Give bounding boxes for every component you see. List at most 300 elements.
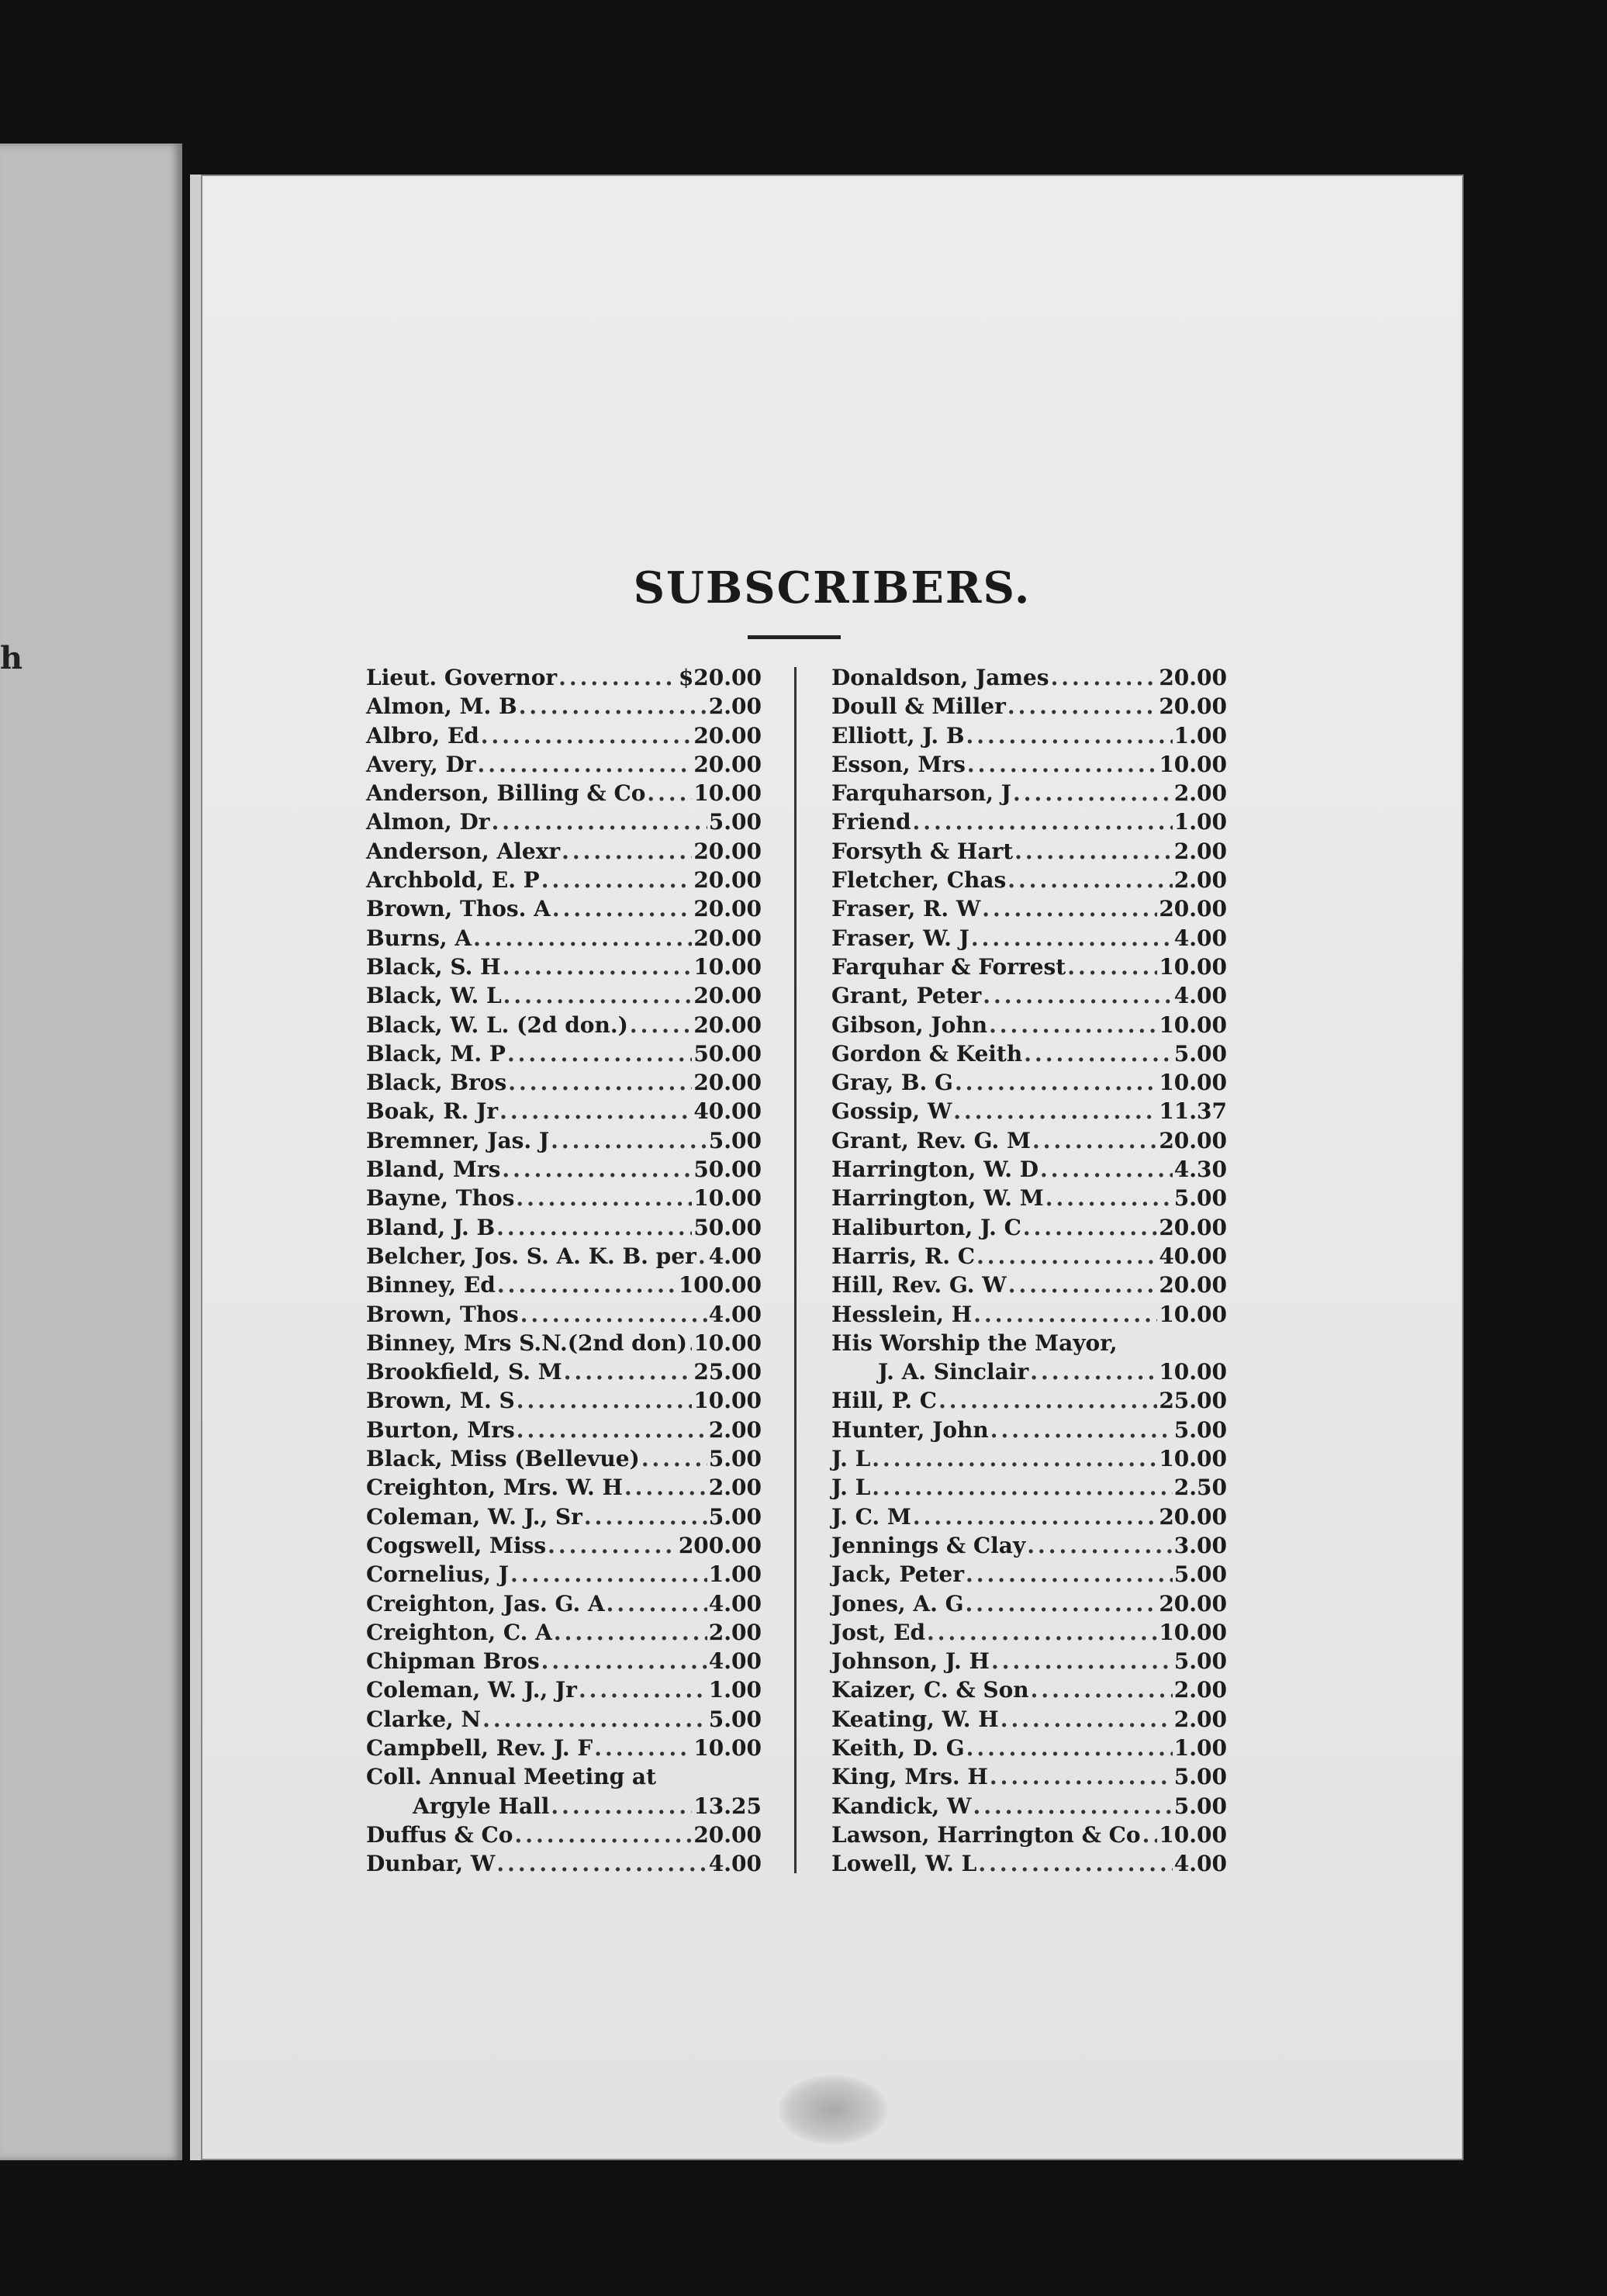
document-page: [190, 175, 1464, 2160]
subscriber-row: [831, 1155, 1227, 1184]
dot-leader: [584, 1502, 707, 1531]
dot-leader: [503, 953, 693, 981]
subscriber-row: [366, 1097, 762, 1126]
subscription-amount: 4.30: [1173, 1157, 1227, 1183]
subscriber-name: Harrington, W. M: [831, 1185, 1044, 1212]
subscriber-row: [366, 1560, 762, 1589]
subscription-amount: 10.00: [1159, 1011, 1227, 1038]
dot-leader: [499, 1097, 692, 1126]
subscription-amount: 2.00: [708, 693, 762, 720]
subscription-amount: 2.00: [1173, 780, 1227, 807]
subscriber-name: Coleman, W. J., Sr: [366, 1503, 582, 1530]
dot-leader: [1008, 1271, 1158, 1299]
subscriber-row: [831, 1271, 1227, 1299]
subscription-amount: 4.00: [1173, 1851, 1227, 1877]
subscription-amount: 5.00: [1173, 1648, 1227, 1675]
subscriber-name: Hill, Rev. G. W: [831, 1272, 1007, 1298]
subscription-amount: 4.00: [708, 1648, 762, 1675]
dot-leader: [1142, 1821, 1158, 1849]
dot-leader: [953, 1097, 1157, 1126]
dot-leader: [508, 1068, 692, 1097]
subscriber-name: Almon, M. B: [366, 693, 517, 720]
column-divider: [794, 667, 797, 1873]
subscriber-row: [366, 1126, 762, 1155]
subscriber-name: Bland, Mrs: [366, 1157, 501, 1183]
subscription-amount: 3.00: [1173, 1532, 1227, 1558]
subscription-amount: 1.00: [708, 1677, 762, 1703]
subscription-amount: 5.00: [1173, 1416, 1227, 1443]
subscription-amount: 10.00: [693, 1388, 762, 1414]
subscriber-name: Esson, Mrs: [831, 751, 966, 777]
subscriber-row: [831, 807, 1227, 836]
subscriber-row: [831, 866, 1227, 894]
adjacent-page-text: h: [0, 640, 23, 676]
subscriber-name: King, Mrs. H: [831, 1764, 988, 1790]
subscription-amount: 40.00: [693, 1098, 762, 1125]
subscriber-row: [366, 1821, 762, 1849]
dot-leader: [497, 1271, 677, 1299]
subscription-amount: 10.00: [1159, 953, 1227, 980]
subscriber-row: [366, 1386, 762, 1415]
subscription-amount: 11.37: [1159, 1098, 1227, 1125]
subscriber-row: [366, 807, 762, 836]
dot-leader: [1027, 1531, 1173, 1560]
subscription-amount: 20.00: [693, 751, 762, 777]
subscription-amount: 1.00: [1173, 809, 1227, 835]
subscriber-row: [831, 1792, 1227, 1821]
subscription-amount: 1.00: [1173, 722, 1227, 749]
dot-leader: [698, 1242, 707, 1271]
subscriber-row: [366, 1271, 762, 1299]
subscription-amount: 20.00: [693, 1821, 762, 1848]
dot-leader: [482, 1705, 707, 1734]
subscriber-name: Hunter, John: [831, 1416, 989, 1443]
dot-leader: [548, 1531, 677, 1560]
subscription-amount: 20.00: [693, 1011, 762, 1038]
dot-leader: [973, 1300, 1157, 1329]
subscriber-row: [831, 1126, 1227, 1155]
subscriber-name: Farquhar & Forrest: [831, 953, 1066, 980]
ink-smudge: [779, 2075, 887, 2145]
subscriber-name: Friend: [831, 809, 911, 835]
subscriber-name: Fletcher, Chas: [831, 867, 1007, 894]
dot-leader: [1051, 663, 1158, 692]
subscriber-row: [366, 866, 762, 894]
dot-leader: [990, 1762, 1173, 1791]
dot-leader: [913, 1502, 1157, 1531]
subscriber-row: [831, 692, 1227, 721]
subscription-amount: 4.00: [1173, 925, 1227, 951]
subscriber-row: [831, 1589, 1227, 1618]
subscriber-row: [366, 1213, 762, 1242]
dot-leader: [496, 1213, 692, 1242]
adjacent-page-edge: [0, 144, 182, 2160]
subscriber-row: [831, 1357, 1227, 1386]
dot-leader: [496, 1849, 707, 1878]
subscriber-row: [831, 1068, 1227, 1097]
subscriber-row: [366, 1675, 762, 1704]
subscriber-row: [831, 1300, 1227, 1329]
subscriber-row: [831, 1762, 1227, 1791]
subscriber-name: Black, S. H: [366, 953, 501, 980]
subscriber-row: [366, 1444, 762, 1473]
dot-leader: [927, 1618, 1157, 1647]
subscriber-name: Kandick, W: [831, 1793, 972, 1819]
subscriber-row: [831, 1213, 1227, 1242]
dot-leader: [507, 1039, 692, 1068]
subscription-amount: 20.00: [1159, 1127, 1227, 1153]
dot-leader: [503, 981, 693, 1010]
subscription-amount: 20.00: [693, 867, 762, 894]
dot-leader: [558, 663, 677, 692]
dot-leader: [1040, 1155, 1173, 1184]
subscription-amount: 4.00: [1173, 983, 1227, 1009]
dot-leader: [1030, 1357, 1157, 1386]
subscriber-row: [366, 721, 762, 750]
subscriber-name: Gray, B. G: [831, 1070, 953, 1096]
subscriber-row: [366, 1734, 762, 1762]
subscription-amount: 5.00: [708, 1446, 762, 1472]
subscriber-name: Forsyth & Hart: [831, 838, 1014, 864]
dot-leader: [519, 692, 707, 721]
subscriber-name: Boak, R. Jr: [366, 1098, 499, 1125]
subscription-amount: 10.00: [693, 1330, 762, 1356]
subscription-amount: 20.00: [1159, 1503, 1227, 1530]
subscriber-row: [366, 1068, 762, 1097]
subscriber-name: Jost, Ed: [831, 1619, 926, 1645]
subscription-amount: 20.00: [693, 983, 762, 1009]
subscriber-name: J. L: [831, 1475, 871, 1501]
subscriber-name: Gossip, W: [831, 1098, 952, 1125]
subscription-amount: 5.00: [1173, 1764, 1227, 1790]
subscriber-name: Bremner, Jas. J: [366, 1127, 550, 1153]
subscriber-name: Grant, Rev. G. M: [831, 1127, 1032, 1153]
subscription-amount: 2.50: [1173, 1475, 1227, 1501]
subscriber-name: Argyle Hall: [413, 1793, 550, 1819]
subscriber-row: [366, 1589, 762, 1618]
subscriber-row: [831, 1386, 1227, 1415]
subscription-amount: $20.00: [678, 665, 762, 690]
subscriber-row: [366, 1618, 762, 1647]
dot-leader: [551, 1792, 692, 1821]
subscriber-row: [831, 1821, 1227, 1849]
subscriber-row: [831, 1675, 1227, 1704]
dot-leader: [647, 779, 692, 807]
subscription-amount: 10.00: [693, 1734, 762, 1761]
dot-leader: [517, 1386, 693, 1415]
subscriber-row: [366, 1242, 762, 1271]
page-title: SUBSCRIBERS.: [633, 562, 1032, 614]
subscriber-row: [366, 1705, 762, 1734]
subscription-amount: 200.00: [678, 1532, 762, 1558]
dot-leader: [1024, 1039, 1173, 1068]
dot-leader: [630, 1011, 692, 1039]
subscriber-name: Brown, Thos. A: [366, 896, 551, 922]
subscriber-name: Jones, A. G: [831, 1590, 964, 1617]
subscriber-row: [366, 1762, 762, 1791]
subscriber-name: His Worship the Mayor,: [831, 1330, 1118, 1356]
subscriber-row: [366, 1357, 762, 1386]
dot-leader: [1014, 837, 1173, 866]
subscriber-name: Black, W. L: [366, 983, 502, 1009]
dot-leader: [1007, 866, 1173, 894]
subscriber-name: Clarke, N: [366, 1706, 482, 1732]
subscriber-name: Albro, Ed: [366, 722, 479, 749]
subscriber-row: [366, 894, 762, 923]
dot-leader: [551, 1126, 707, 1155]
subscriber-row: [831, 1849, 1227, 1878]
subscriber-name: Belcher, Jos. S. A. K. B. per: [366, 1243, 696, 1269]
subscriber-row: [366, 1531, 762, 1560]
dot-leader: [502, 1155, 692, 1184]
subscription-amount: 20.00: [693, 925, 762, 951]
subscription-amount: 20.00: [693, 838, 762, 864]
subscription-amount: 5.00: [708, 1503, 762, 1530]
subscriber-name: Brown, Thos: [366, 1301, 519, 1327]
subscription-amount: 5.00: [1173, 1185, 1227, 1212]
subscriber-row: [366, 1849, 762, 1878]
dot-leader: [510, 1560, 707, 1589]
subscriber-name: Harrington, W. D: [831, 1157, 1039, 1183]
subscriber-name: Keating, W. H: [831, 1706, 999, 1732]
subscription-amount: 1.00: [1173, 1734, 1227, 1761]
subscriber-row: [831, 1618, 1227, 1647]
subscriber-name: Coleman, W. J., Jr: [366, 1677, 577, 1703]
subscription-amount: 20.00: [1159, 1272, 1227, 1298]
dot-leader: [514, 1821, 692, 1849]
dot-leader: [938, 1386, 1157, 1415]
dot-leader: [1032, 1126, 1157, 1155]
subscriber-name: Haliburton, J. C: [831, 1214, 1021, 1240]
subscriber-row: [831, 1416, 1227, 1444]
dot-leader: [517, 1416, 707, 1444]
dot-leader: [541, 866, 693, 894]
subscriber-row: [366, 750, 762, 779]
dot-leader: [579, 1675, 707, 1704]
subscriber-row: [366, 1329, 762, 1357]
subscription-amount: 10.00: [1159, 1359, 1227, 1385]
subscriber-row: [831, 1647, 1227, 1675]
subscription-amount: 13.25: [693, 1793, 762, 1819]
subscriber-name: Anderson, Alexr: [366, 838, 561, 864]
dot-leader: [473, 924, 692, 953]
subscriber-row: [831, 953, 1227, 981]
subscription-amount: 20.00: [1159, 665, 1227, 690]
subscription-amount: 10.00: [1159, 1301, 1227, 1327]
subscriber-row: [831, 1242, 1227, 1271]
subscriber-name: Jack, Peter: [831, 1561, 964, 1588]
dot-leader: [872, 1473, 1173, 1502]
dot-leader: [1007, 692, 1157, 721]
subscriber-row: [831, 1329, 1227, 1357]
dot-leader: [520, 1300, 707, 1329]
subscriber-name: Keith, D. G: [831, 1734, 965, 1761]
subscriber-row: [366, 1155, 762, 1184]
subscriber-row: [831, 1444, 1227, 1473]
subscriber-row: [831, 1184, 1227, 1212]
subscription-amount: 5.00: [1173, 1040, 1227, 1067]
subscriber-name: Cornelius, J: [366, 1561, 510, 1588]
subscription-amount: 40.00: [1159, 1243, 1227, 1269]
subscription-amount: 2.00: [708, 1416, 762, 1443]
subscriber-row: [366, 953, 762, 981]
subscriber-row: [831, 894, 1227, 923]
subscriber-row: [831, 1560, 1227, 1589]
subscription-amount: 5.00: [708, 1127, 762, 1153]
subscriber-row: [366, 692, 762, 721]
subscription-amount: 20.00: [693, 1070, 762, 1096]
subscriber-name: Bland, J. B: [366, 1214, 496, 1240]
subscriber-name: Hesslein, H: [831, 1301, 973, 1327]
subscriber-name: Lawson, Harrington & Co: [831, 1821, 1141, 1848]
subscriber-row: [831, 1502, 1227, 1531]
subscriber-row: [831, 1039, 1227, 1068]
subscriber-name: Johnson, J. H: [831, 1648, 990, 1675]
subscription-amount: 10.00: [1159, 1070, 1227, 1096]
subscriber-name: Lieut. Governor: [366, 665, 558, 690]
subscriber-row: [831, 750, 1227, 779]
dot-leader: [973, 1792, 1172, 1821]
subscriber-row: [366, 1473, 762, 1502]
dot-leader: [541, 1647, 707, 1675]
subscriber-row: [366, 981, 762, 1010]
subscription-amount: 2.00: [1173, 1706, 1227, 1732]
subscriber-name: Black, W. L. (2d don.): [366, 1011, 628, 1038]
subscriber-row: [831, 981, 1227, 1010]
subscriber-name: Farquharson, J: [831, 780, 1011, 807]
subscriber-name: Brookfield, S. M: [366, 1359, 562, 1385]
subscriber-row: [366, 1011, 762, 1039]
dot-leader: [966, 1734, 1173, 1762]
subscriber-name: Binney, Ed: [366, 1272, 496, 1298]
subscriber-row: [366, 1792, 762, 1821]
dot-leader: [1031, 1675, 1173, 1704]
subscriber-row: [831, 721, 1227, 750]
subscriber-row: [831, 1705, 1227, 1734]
subscriber-name: Chipman Bros: [366, 1648, 540, 1675]
subscriber-name: Avery, Dr: [366, 751, 476, 777]
dot-leader: [689, 1329, 692, 1357]
subscriber-name: Fraser, W. J: [831, 925, 969, 951]
subscriber-row: [831, 924, 1227, 953]
dot-leader: [1067, 953, 1157, 981]
subscriber-name: Burns, A: [366, 925, 472, 951]
subscriber-name: Kaizer, C. & Son: [831, 1677, 1029, 1703]
subscription-amount: 10.00: [1159, 1619, 1227, 1645]
dot-leader: [976, 1242, 1157, 1271]
subscriber-name: Black, M. P: [366, 1040, 506, 1067]
subscriber-row: [366, 663, 762, 692]
subscriber-name: Donaldson, James: [831, 665, 1049, 690]
dot-leader: [1045, 1184, 1173, 1212]
subscriber-name: Hill, P. C: [831, 1388, 938, 1414]
subscriber-name: Elliott, J. B: [831, 722, 965, 749]
dot-leader: [562, 837, 692, 866]
subscriber-name: Gibson, John: [831, 1011, 988, 1038]
subscription-amount: 2.00: [708, 1619, 762, 1645]
subscription-amount: 20.00: [1159, 693, 1227, 720]
subscriber-row: [366, 1416, 762, 1444]
subscriber-row: [831, 1473, 1227, 1502]
dot-leader: [983, 981, 1173, 1010]
subscription-amount: 20.00: [693, 722, 762, 749]
title-underline: [748, 635, 841, 639]
subscription-amount: 50.00: [693, 1214, 762, 1240]
subscriber-row: [831, 1097, 1227, 1126]
subscription-amount: 10.00: [1159, 751, 1227, 777]
subscriber-name: Fraser, R. W: [831, 896, 981, 922]
dot-leader: [1023, 1213, 1157, 1242]
subscriber-name: Coll. Annual Meeting at: [366, 1764, 657, 1790]
dot-leader: [989, 1011, 1157, 1039]
subscriber-name: Archbold, E. P: [366, 867, 540, 894]
subscription-amount: 25.00: [693, 1359, 762, 1385]
dot-leader: [990, 1416, 1173, 1444]
subscription-amount: 4.00: [708, 1590, 762, 1617]
subscription-amount: 4.00: [708, 1851, 762, 1877]
subscriber-name: J. A. Sinclair: [878, 1359, 1029, 1385]
dot-leader: [478, 750, 693, 779]
subscribers-right-column: [831, 663, 1227, 1878]
dot-leader: [624, 1473, 707, 1502]
subscriber-name: Creighton, Jas. G. A: [366, 1590, 605, 1617]
subscriber-name: Creighton, Mrs. W. H: [366, 1475, 623, 1501]
subscriber-name: Black, Bros: [366, 1070, 507, 1096]
subscriber-row: [366, 779, 762, 807]
dot-leader: [594, 1734, 692, 1762]
subscription-amount: 10.00: [693, 953, 762, 980]
subscriber-name: Gordon & Keith: [831, 1040, 1023, 1067]
subscriber-row: [366, 1184, 762, 1212]
dot-leader: [991, 1647, 1173, 1675]
subscription-amount: 2.00: [708, 1475, 762, 1501]
subscription-amount: 25.00: [1159, 1388, 1227, 1414]
subscription-amount: 5.00: [708, 1706, 762, 1732]
dot-leader: [607, 1589, 707, 1618]
subscription-amount: 50.00: [693, 1040, 762, 1067]
subscription-amount: 2.00: [1173, 1677, 1227, 1703]
subscription-amount: 1.00: [708, 1561, 762, 1588]
subscriber-name: Cogswell, Miss: [366, 1532, 547, 1558]
dot-leader: [967, 750, 1157, 779]
subscriber-name: Binney, Mrs S.N.(2nd don): [366, 1330, 687, 1356]
subscriber-name: Campbell, Rev. J. F: [366, 1734, 593, 1761]
subscriber-name: Anderson, Billing & Co: [366, 780, 646, 807]
subscription-amount: 10.00: [1159, 1446, 1227, 1472]
dot-leader: [1000, 1705, 1173, 1734]
dot-leader: [872, 1444, 1157, 1473]
subscriber-name: Burton, Mrs: [366, 1416, 515, 1443]
subscriber-row: [366, 1039, 762, 1068]
dot-leader: [552, 894, 692, 923]
subscriber-row: [366, 1502, 762, 1531]
dot-leader: [564, 1357, 693, 1386]
subscription-amount: 20.00: [1159, 896, 1227, 922]
subscriber-name: Brown, M. S: [366, 1388, 515, 1414]
subscribers-left-column: [366, 663, 762, 1878]
dot-leader: [966, 1589, 1158, 1618]
subscriber-row: [366, 1300, 762, 1329]
dot-leader: [955, 1068, 1157, 1097]
dot-leader: [966, 721, 1173, 750]
subscriber-name: Grant, Peter: [831, 983, 982, 1009]
dot-leader: [554, 1618, 707, 1647]
subscriber-name: Almon, Dr: [366, 809, 490, 835]
subscriber-row: [831, 1531, 1227, 1560]
subscriber-row: [831, 1011, 1227, 1039]
subscription-amount: 4.00: [708, 1243, 762, 1269]
dot-leader: [481, 721, 693, 750]
